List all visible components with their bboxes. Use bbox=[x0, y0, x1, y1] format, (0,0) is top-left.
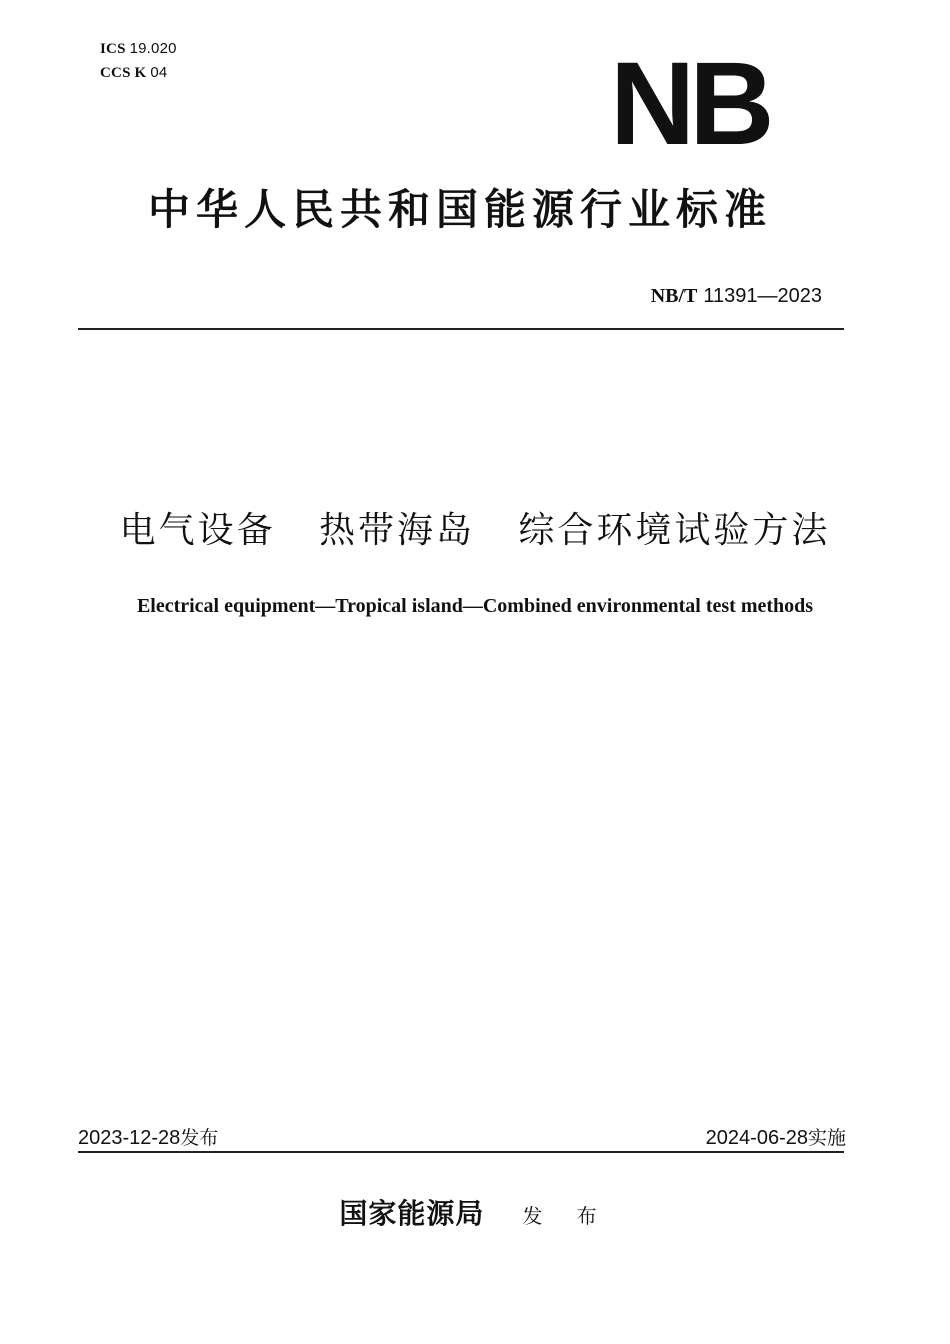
implementation-date bbox=[706, 1124, 846, 1152]
ics-number: 19.020 bbox=[129, 40, 177, 57]
publisher-name: 国家能源局 bbox=[339, 1197, 485, 1230]
ccs-label: CCS K bbox=[100, 65, 147, 81]
standard-number-prefix: NB/T bbox=[650, 285, 698, 307]
standard-number-code: 11391—2023 bbox=[703, 285, 822, 307]
implementation-date-label: 实施 bbox=[807, 1127, 846, 1149]
issue-date bbox=[78, 1124, 218, 1152]
standard-number bbox=[651, 284, 822, 308]
publisher-line bbox=[0, 1194, 950, 1236]
document-title-english: Electrical equipment—Tropical island—Combined environmental test methods bbox=[136, 595, 814, 617]
issue-date-label: 发布 bbox=[180, 1127, 219, 1149]
ics-label: ICS bbox=[100, 41, 126, 57]
ccs-number: 04 bbox=[150, 64, 168, 81]
publish-label: 发 布 bbox=[522, 1204, 611, 1228]
document-title-chinese: 电气设备 热带海岛 综合环境试验方法 bbox=[119, 510, 831, 551]
implementation-date-value: 2024-06-28 bbox=[705, 1127, 808, 1149]
top-divider bbox=[78, 328, 844, 330]
bottom-divider bbox=[78, 1151, 844, 1153]
ccs-code bbox=[100, 64, 167, 82]
nb-logo: NB bbox=[610, 38, 769, 170]
ics-code bbox=[100, 40, 177, 58]
standard-class-title: 中华人民共和国能源行业标准 bbox=[147, 185, 772, 234]
issue-date-value: 2023-12-28 bbox=[78, 1127, 181, 1149]
